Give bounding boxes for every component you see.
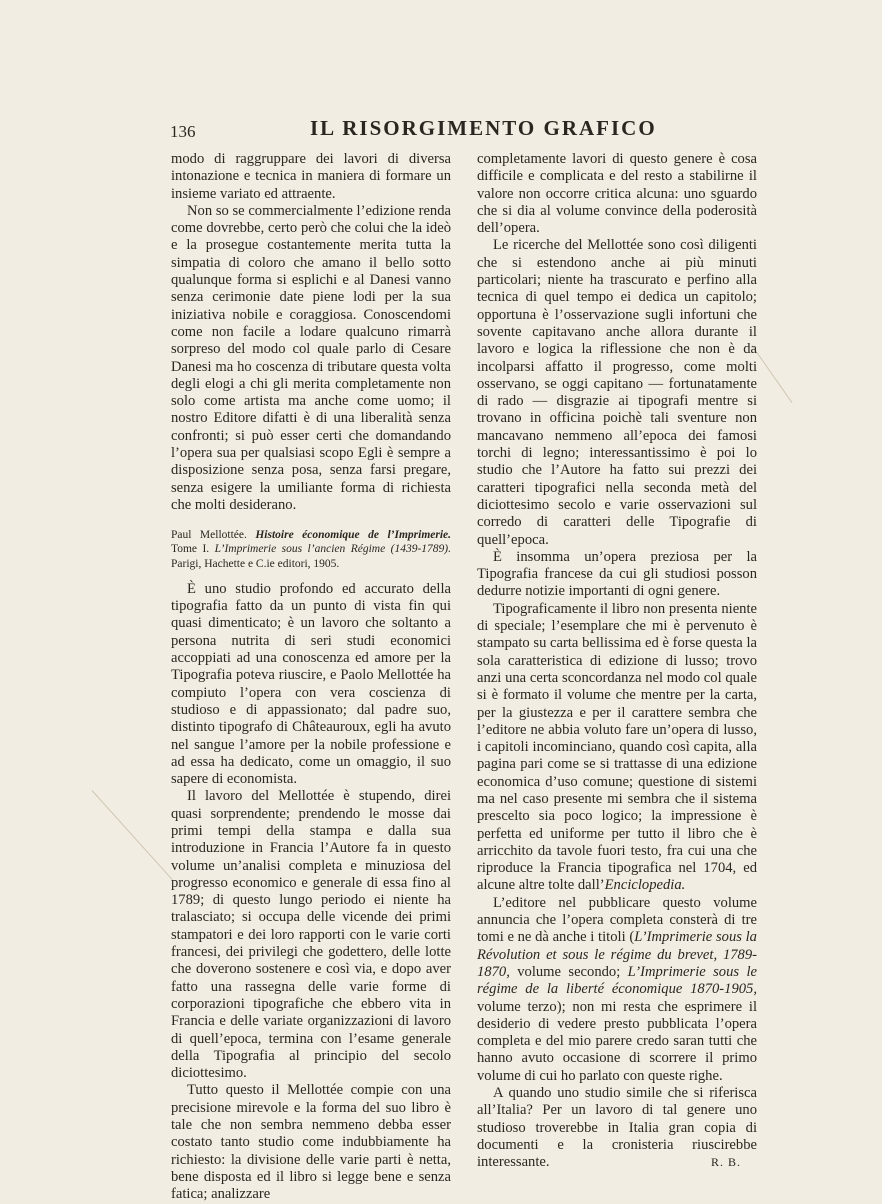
ref-title: Histoire économique de l’Imprimerie. [255, 529, 452, 542]
paper-crease [92, 790, 173, 880]
paragraph: Le ricerche del Mellottée sono così diligenti che si estendono anche ai più minuti particolari; niente ha trascurato e perfino alla tecnica di quel tempo ei dedica un capitolo; opportuna è l’osservazione sugli infortuni che sovente capitavano anche allora durante il lavoro e logica la riflessione che non è da incolparsi affatto il progresso, come molti osservano, se oggi capitano — fortunatamente di rado — disgrazie ai tipografi mentre si trovano in officina poichè tali sventure non mancavano nemmeno all’epoca dei famosi torchi di legno; interessantissimo è poi lo studio che l’Autore ha fatto sui prezzi dei caratteri tipografici nella seconda metà del diciottesimo secolo e varie osservazioni sul corredo di caratteri delle Tipografie di quell’epoca. [477, 237, 757, 548]
paragraph: È insomma un’opera preziosa per la Tipografia francese da cui gli studiosi posson dedurre notizie importanti di ogni genere. [477, 548, 757, 600]
paragraph [477, 601, 757, 895]
ref-subtitle: L’Imprimerie sous l’ancien Régime (1439-1789). [214, 543, 452, 556]
text-run: Tipograficamente il libro non presenta niente di speciale; l’esemplare che mi è pervenuto è stampato su carta bellissima ed è forse questa la sola caratteristica di edizione di lusso; trovo anzi una certa sconcordanza nel modo col quale si è formato il volume che mentre per la carta, per la giustezza e per il carattere sembra che l’editore ne abbia voluto fare un’opera di lusso, i capitoli incominciano, quando così capita, alla pagina pari come se si trattasse di una edizione economica d’uso comune; questione di sistemi ma nel caso presente mi sembra che il sistema prescelto sia poco logico; la impressione è perfetta ed uniforme per tutto il libro che è arricchito da tavole fuori testo, fra cui una che riproduce la Francia tipografica nel 1704, ed alcune altre tolte dall’ [477, 600, 757, 894]
left-column [171, 151, 451, 1204]
paper-crease [752, 345, 793, 403]
paragraph: Tutto questo il Mellottée compie con una precisione mirevole e la forma del suo libro è tale che non sembra nemmeno debba esser costato tanto studio come indubbiamente ha richiesto: la divisione delle varie parti è netta, bene disposta ed il libro si legge bene e senza fatica; analizzare [171, 1082, 451, 1203]
paragraph: completamente lavori di questo genere è cosa difficile e complicata e del resto a stabilirne il valore non occorre critica alcuna: uno sguardo che si dia al volume convince della poderosità dell’opera. [477, 151, 757, 237]
signature: R. B. [710, 1155, 741, 1170]
page-header [170, 116, 762, 146]
text-run: volume terzo); non mi resta che esprimere il desiderio di vedere presto pubblicata l’opera completa e del mio parere credo saran tutti che hanno avuto occasione di scorrere il primo volume di cui ho parlato con queste righe. [477, 998, 757, 1084]
page-number: 136 [170, 122, 196, 141]
text-run: volume secondo; [509, 963, 628, 980]
ref-tome: Tome I. [171, 543, 210, 556]
running-title: IL RISORGIMENTO GRAFICO [310, 116, 657, 140]
italic-run: L’Imprimerie sous le régime de la liberté économique 1870-1905, [477, 963, 757, 998]
paragraph: modo di raggruppare dei lavori di diversa intonazione e tecnica in maniera di formare un insieme variato ed attraente. [171, 151, 451, 202]
bibliographic-reference [171, 528, 451, 571]
paragraph [477, 895, 757, 1085]
paragraph [477, 1085, 757, 1171]
text-run: A quando uno studio simile che si riferisca all’Italia? Per un lavoro di tal genere uno studioso troverebbe in Italia gran copia di documenti e la cronisteria riuscirebbe interessante. [477, 1085, 757, 1171]
italic-run: Enciclopedia. [604, 877, 686, 894]
paragraph: È uno studio profondo ed accurato della tipografia fatto da un punto di vista fin qui quasi dimenticato; è un lavoro che soltanto a persona nutrita di seri studi economici accoppiati ad una conoscenza ed amore per la Tipografia poteva riuscire, e Paolo Mellottée ha compiuto l’opera con vera coscienza di studioso e di appassionato; dal padre suo, distinto tipografo di Châteauroux, egli ha avuto nel sangue l’amore per la nobile professione e ad essa ha dedicato, come un omaggio, il suo sapere di economista. [171, 580, 451, 788]
text-run: L’editore nel pubblicare questo volume annuncia che l’opera completa consterà di tre tomi e ne dà anche i titoli ( [477, 894, 757, 946]
ref-author: Paul Mellottée. [171, 529, 247, 542]
paragraph: Il lavoro del Mellottée è stupendo, direi quasi sorprendente; prendendo le mosse dai primi tempi della stampa e dalla sua introduzione in Francia l’Autore fa in questo volume un’analisi completa e minuziosa del progresso economico e generale di essa fino al 1789; di questo lungo periodo ei niente ha tralasciato; si occupa delle vicende dei primi stampatori e dei loro rapporti con le varie corti francesi, dei privilegi che godettero, delle lotte che doverono sostenere e così via, e dopo aver fatto una rassegna delle varie forme di corporazioni tipografiche che ebbero vita in Francia e delle variate organizzazioni di lavoro di quell’epoca, termina con l’esame generale della Tipografia al principio del secolo diciottesimo. [171, 788, 451, 1082]
italic-run: L’Imprimerie sous la Révolution et sous le régime du brevet, 1789-1870, [477, 929, 757, 980]
paragraph: Non so se commercialmente l’edizione renda come dovrebbe, certo però che colui che la ideò e la prosegue costantemente merita tutta la simpatia di coloro che amano il bello sotto qualunque forma si esplichi e al Danesi vanno senza cerimonie date piene lodi per la sua iniziativa nobile e coraggiosa. Conoscendomi come non facile a lodare qualcuno rimarrà sorpreso del modo col quale parlo di Cesare Danesi ma ho coscenza di tributare questa volta degli elogi a chi gli merita completamente non solo come artista ma anche come uomo; il nostro Editore difatti è di una liberalità senza confronti; si può esser certi che domandando l’opera sua per qualsiasi scopo Egli è sempre a disposizione senza posa, senza farsi pregare, senza esigere la umiliante forma di richiesta che molti desiderano. [171, 202, 451, 513]
right-column [477, 151, 757, 1172]
ref-publisher: Parigi, Hachette e C.ie editori, 1905. [171, 557, 340, 570]
